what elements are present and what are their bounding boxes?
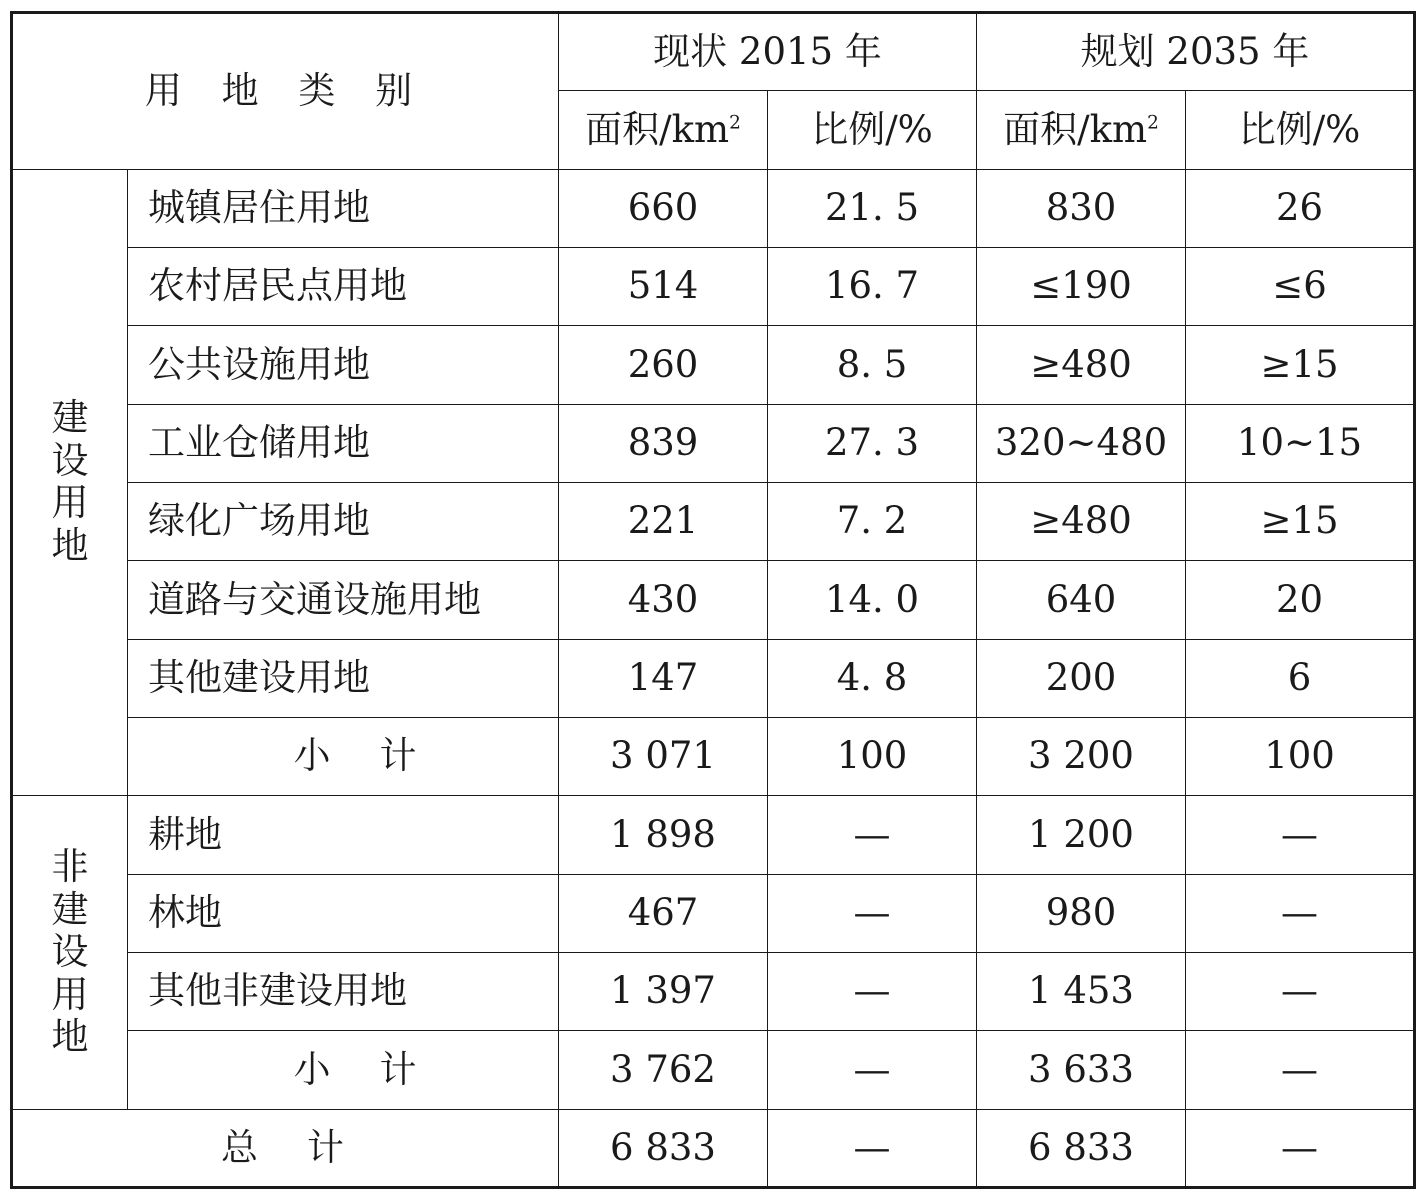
cell-ratio-2015: 8. 5 [768, 326, 977, 404]
subtotal-label: 小 计 [128, 717, 559, 795]
group-label-char: 建 [51, 887, 89, 931]
land-type-name: 其他建设用地 [128, 639, 559, 717]
land-type-name: 耕地 [128, 796, 559, 874]
group-label-char: 非 [51, 845, 89, 889]
group-label-char: 设 [51, 930, 89, 974]
header-area-2015: 面积$/km^2$ [559, 91, 768, 169]
total-ratio-2035: — [1186, 1109, 1415, 1187]
table-row [12, 247, 1415, 325]
subtotal-label: 小 计 [128, 1031, 559, 1109]
table-row [12, 796, 1415, 874]
cell-area-2015: 1 898 [559, 796, 768, 874]
subtotal-area-2015: 3 071 [559, 717, 768, 795]
cell-ratio-2015: 27. 3 [768, 404, 977, 482]
cell-ratio-2035: 20 [1186, 561, 1415, 639]
cell-ratio-2015: 21. 5 [768, 169, 977, 247]
cell-ratio-2035: 6 [1186, 639, 1415, 717]
cell-ratio-2015: — [768, 952, 977, 1030]
group-label-char: 设 [51, 438, 89, 482]
cell-ratio-2035: ≤6 [1186, 247, 1415, 325]
cell-area-2015: 660 [559, 169, 768, 247]
total-row [12, 1109, 1415, 1187]
group-label-char: 建 [51, 396, 89, 440]
cell-area-2035: ≥480 [977, 482, 1186, 560]
cell-area-2035: ≤190 [977, 247, 1186, 325]
subtotal-ratio-2035: 100 [1186, 717, 1415, 795]
cell-area-2035: ≥480 [977, 326, 1186, 404]
table-row [12, 952, 1415, 1030]
cell-area-2015: 1 397 [559, 952, 768, 1030]
header-area-2035: 面积$/km^2$ [977, 91, 1186, 169]
cell-ratio-2035: ≥15 [1186, 326, 1415, 404]
header-ratio-2015: 比例/% [768, 91, 977, 169]
cell-area-2035: 830 [977, 169, 1186, 247]
land-type-name: 道路与交通设施用地 [128, 561, 559, 639]
cell-ratio-2015: 14. 0 [768, 561, 977, 639]
table-row [12, 482, 1415, 560]
cell-area-2035: 320~480 [977, 404, 1186, 482]
cell-ratio-2015: — [768, 796, 977, 874]
cell-area-2035: 980 [977, 874, 1186, 952]
group-label-char: 用 [51, 972, 89, 1016]
table-row [12, 169, 1415, 247]
cell-ratio-2035: 26 [1186, 169, 1415, 247]
group-label-non_construction [12, 796, 128, 1109]
cell-area-2035: 200 [977, 639, 1186, 717]
table-row [12, 561, 1415, 639]
cell-area-2015: 221 [559, 482, 768, 560]
cell-ratio-2035: — [1186, 796, 1415, 874]
cell-ratio-2015: 16. 7 [768, 247, 977, 325]
total-area-2015: 6 833 [559, 1109, 768, 1187]
cell-area-2035: 1 453 [977, 952, 1186, 1030]
group-label-char: 用 [51, 481, 89, 525]
cell-ratio-2015: 7. 2 [768, 482, 977, 560]
group-label-char: 地 [51, 1015, 89, 1059]
land-type-name: 公共设施用地 [128, 326, 559, 404]
subtotal-ratio-2015: — [768, 1031, 977, 1109]
land-type-name: 工业仓储用地 [128, 404, 559, 482]
cell-ratio-2035: — [1186, 952, 1415, 1030]
header-period-2015: 现状 2015 年 [559, 13, 977, 91]
cell-area-2015: 260 [559, 326, 768, 404]
cell-ratio-2035: — [1186, 874, 1415, 952]
table-row [12, 874, 1415, 952]
subtotal-area-2035: 3 633 [977, 1031, 1186, 1109]
cell-area-2015: 147 [559, 639, 768, 717]
land-type-name: 林地 [128, 874, 559, 952]
subtotal-area-2035: 3 200 [977, 717, 1186, 795]
cell-area-2035: 640 [977, 561, 1186, 639]
table-row [12, 326, 1415, 404]
cell-ratio-2015: — [768, 874, 977, 952]
header-category: 用 地 类 别 [12, 13, 559, 170]
subtotal-row [12, 717, 1415, 795]
land-type-name: 其他非建设用地 [128, 952, 559, 1030]
table-row [12, 404, 1415, 482]
land-use-table [10, 11, 1416, 1189]
subtotal-row [12, 1031, 1415, 1109]
cell-ratio-2015: 4. 8 [768, 639, 977, 717]
group-label-construction [12, 169, 128, 796]
cell-area-2015: 467 [559, 874, 768, 952]
land-type-name: 绿化广场用地 [128, 482, 559, 560]
total-area-2035: 6 833 [977, 1109, 1186, 1187]
table-row [12, 639, 1415, 717]
cell-ratio-2035: ≥15 [1186, 482, 1415, 560]
land-type-name: 城镇居住用地 [128, 169, 559, 247]
header-period-2035: 规划 2035 年 [977, 13, 1415, 91]
cell-area-2015: 514 [559, 247, 768, 325]
header-row-1 [12, 13, 1415, 91]
group-label-char: 地 [51, 524, 89, 568]
land-type-name: 农村居民点用地 [128, 247, 559, 325]
subtotal-ratio-2015: 100 [768, 717, 977, 795]
header-ratio-2035: 比例/% [1186, 91, 1415, 169]
cell-ratio-2035: 10~15 [1186, 404, 1415, 482]
subtotal-area-2015: 3 762 [559, 1031, 768, 1109]
cell-area-2015: 839 [559, 404, 768, 482]
cell-area-2035: 1 200 [977, 796, 1186, 874]
total-label: 总 计 [12, 1109, 559, 1187]
total-ratio-2015: — [768, 1109, 977, 1187]
subtotal-ratio-2035: — [1186, 1031, 1415, 1109]
cell-area-2015: 430 [559, 561, 768, 639]
